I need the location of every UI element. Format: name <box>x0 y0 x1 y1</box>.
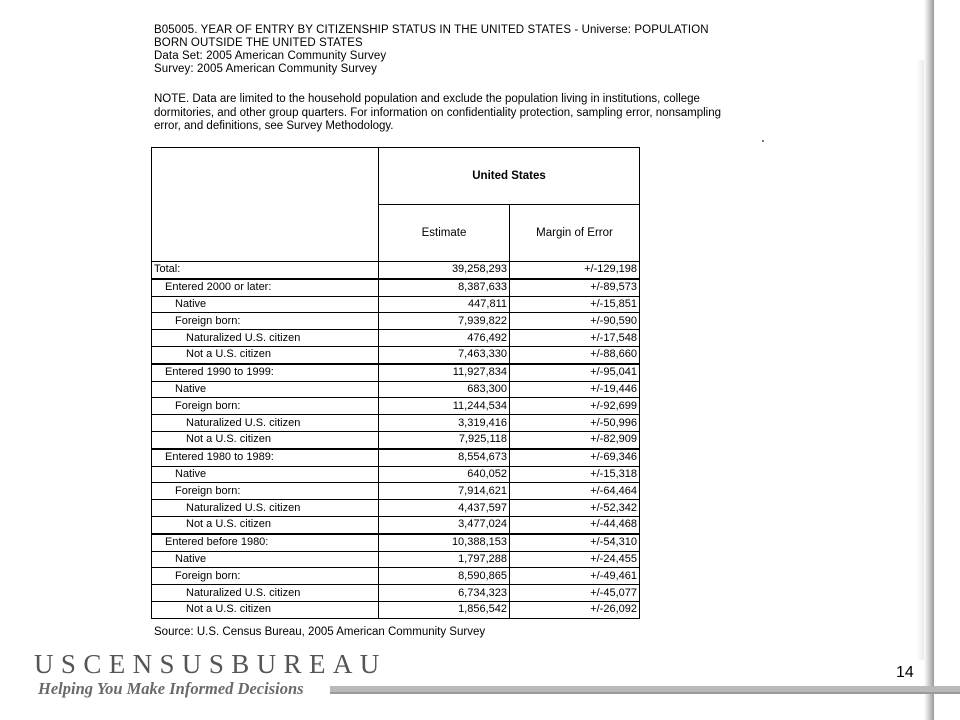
estimate-cell: 6,734,323 <box>379 585 510 602</box>
moe-cell: +/-69,346 <box>510 449 640 466</box>
row-label: Not a U.S. citizen <box>152 516 379 533</box>
survey-line: Survey: 2005 American Community Survey <box>154 63 378 75</box>
moe-cell: +/-95,041 <box>510 364 640 381</box>
table-row <box>152 431 640 448</box>
moe-cell: +/-19,446 <box>510 381 640 398</box>
logo-tagline: Helping You Make Informed Decisions <box>38 679 304 698</box>
row-label: Naturalized U.S. citizen <box>152 330 379 347</box>
estimate-cell: 7,925,118 <box>379 431 510 448</box>
table-row <box>152 601 640 618</box>
estimate-cell: 476,492 <box>379 330 510 347</box>
estimate-cell: 3,477,024 <box>379 516 510 533</box>
estimate-cell: 11,244,534 <box>379 398 510 415</box>
moe-cell: +/-89,573 <box>510 279 640 296</box>
data-set-line: Data Set: 2005 American Community Survey <box>154 50 387 62</box>
moe-cell: +/-50,996 <box>510 415 640 432</box>
row-label: Foreign born: <box>152 483 379 500</box>
table-row <box>152 364 640 381</box>
estimate-column-header: Estimate <box>379 205 510 262</box>
citizenship-table <box>151 147 640 619</box>
table-title-line-2: BORN OUTSIDE THE UNITED STATES <box>154 37 363 49</box>
row-label: Not a U.S. citizen <box>152 431 379 448</box>
census-bureau-logo: USCENSUSBUREAU <box>34 649 387 679</box>
estimate-cell: 8,554,673 <box>379 449 510 466</box>
moe-cell: +/-49,461 <box>510 568 640 585</box>
moe-cell: +/-82,909 <box>510 431 640 448</box>
row-label: Foreign born: <box>152 313 379 330</box>
row-label: Total: <box>152 262 379 279</box>
table-row <box>152 534 640 551</box>
page-number: 14 <box>896 664 914 681</box>
row-label: Native <box>152 381 379 398</box>
header-row-geo <box>152 148 640 205</box>
table-row <box>152 313 640 330</box>
moe-cell: +/-44,468 <box>510 516 640 533</box>
estimate-cell: 640,052 <box>379 466 510 483</box>
stray-mark <box>762 140 764 142</box>
table-row <box>152 415 640 432</box>
table-row <box>152 381 640 398</box>
right-edge-highlight <box>916 60 924 660</box>
moe-cell: +/-17,548 <box>510 330 640 347</box>
moe-cell: +/-129,198 <box>510 262 640 279</box>
right-edge-shadow <box>924 0 934 720</box>
table-row <box>152 500 640 517</box>
note-line-3: error, and definitions, see Survey Methodology. <box>154 120 394 132</box>
estimate-cell: 39,258,293 <box>379 262 510 279</box>
row-label: Entered before 1980: <box>152 534 379 551</box>
estimate-cell: 8,590,865 <box>379 568 510 585</box>
estimate-cell: 7,463,330 <box>379 346 510 363</box>
geo-header: United States <box>379 148 640 205</box>
moe-cell: +/-15,851 <box>510 296 640 313</box>
row-label: Naturalized U.S. citizen <box>152 415 379 432</box>
table-row <box>152 568 640 585</box>
row-label: Foreign born: <box>152 568 379 585</box>
row-label: Not a U.S. citizen <box>152 346 379 363</box>
estimate-cell: 7,939,822 <box>379 313 510 330</box>
table-row <box>152 466 640 483</box>
row-label: Entered 1980 to 1989: <box>152 449 379 466</box>
estimate-cell: 10,388,153 <box>379 534 510 551</box>
moe-cell: +/-92,699 <box>510 398 640 415</box>
row-label: Native <box>152 466 379 483</box>
moe-cell: +/-45,077 <box>510 585 640 602</box>
table-row <box>152 330 640 347</box>
note-paragraph <box>154 93 784 134</box>
table-row <box>152 551 640 568</box>
row-label: Entered 1990 to 1999: <box>152 364 379 381</box>
row-label: Foreign born: <box>152 398 379 415</box>
row-label: Naturalized U.S. citizen <box>152 585 379 602</box>
estimate-cell: 683,300 <box>379 381 510 398</box>
row-label: Entered 2000 or later: <box>152 279 379 296</box>
table-row <box>152 449 640 466</box>
note-line-2: dormitories, and other group quarters. For information on confidentiality protection, sampling error, nonsampling <box>154 106 721 119</box>
row-label: Native <box>152 551 379 568</box>
row-label: Not a U.S. citizen <box>152 601 379 618</box>
moe-cell: +/-24,455 <box>510 551 640 568</box>
table-row <box>152 585 640 602</box>
row-label: Naturalized U.S. citizen <box>152 500 379 517</box>
moe-cell: +/-52,342 <box>510 500 640 517</box>
estimate-cell: 8,387,633 <box>379 279 510 296</box>
estimate-cell: 11,927,834 <box>379 364 510 381</box>
moe-cell: +/-26,092 <box>510 601 640 618</box>
moe-column-header: Margin of Error <box>510 205 640 262</box>
moe-cell: +/-88,660 <box>510 346 640 363</box>
note-line-1: NOTE. Data are limited to the household population and exclude the population living in institutions, college <box>154 93 700 105</box>
table-row <box>152 279 640 296</box>
table-row <box>152 516 640 533</box>
table-row <box>152 346 640 363</box>
estimate-cell: 3,319,416 <box>379 415 510 432</box>
table-body <box>152 148 640 619</box>
estimate-cell: 7,914,621 <box>379 483 510 500</box>
table-header <box>154 24 764 76</box>
estimate-cell: 1,797,288 <box>379 551 510 568</box>
moe-cell: +/-90,590 <box>510 313 640 330</box>
table-row <box>152 262 640 279</box>
table-row <box>152 398 640 415</box>
row-label: Native <box>152 296 379 313</box>
table-row <box>152 296 640 313</box>
estimate-cell: 1,856,542 <box>379 601 510 618</box>
header-corner-cell <box>152 148 379 262</box>
table-row <box>152 483 640 500</box>
source-note: Source: U.S. Census Bureau, 2005 American Community Survey <box>154 626 486 638</box>
table-title-line-1: B05005. YEAR OF ENTRY BY CITIZENSHIP STATUS IN THE UNITED STATES - Universe: POPULATION <box>154 24 709 36</box>
footer-rule-shadow <box>330 692 960 694</box>
moe-cell: +/-15,318 <box>510 466 640 483</box>
moe-cell: +/-64,464 <box>510 483 640 500</box>
estimate-cell: 4,437,597 <box>379 500 510 517</box>
estimate-cell: 447,811 <box>379 296 510 313</box>
moe-cell: +/-54,310 <box>510 534 640 551</box>
